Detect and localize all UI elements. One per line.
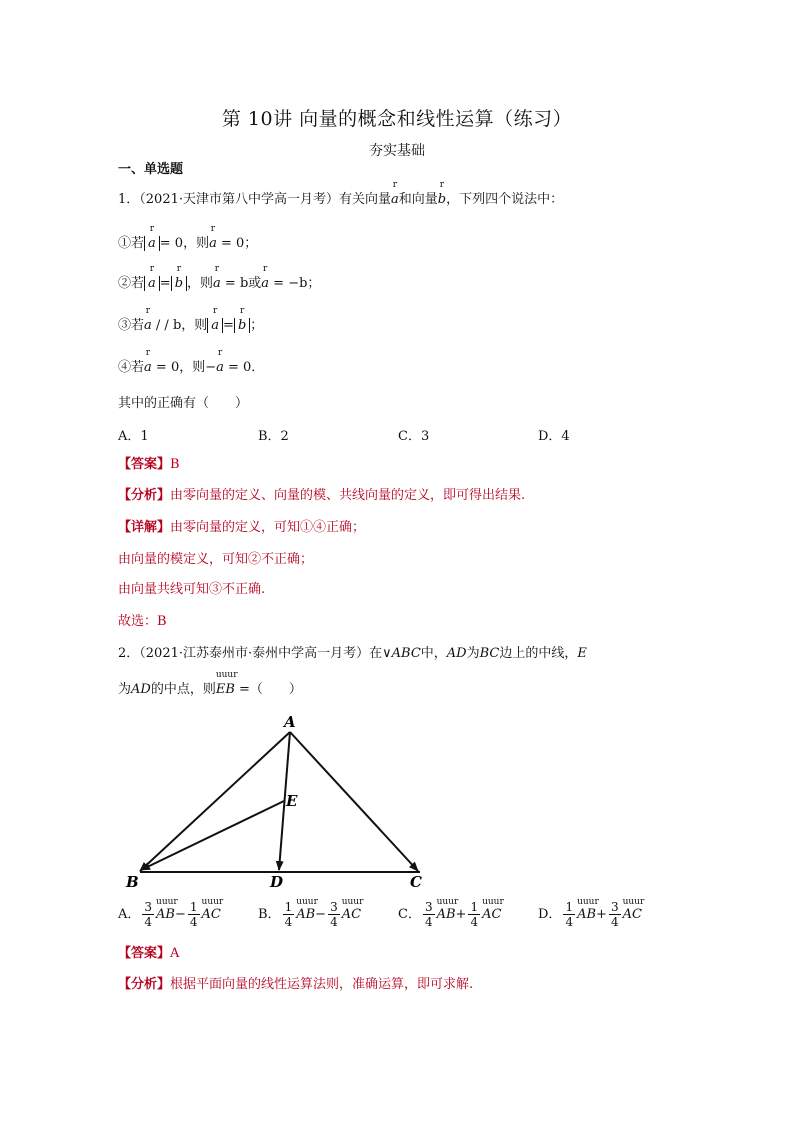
segment-eb [141,801,284,870]
q1-statement-2: ②若 r a = r b ，则 r a = b或 r a = −b； [118,264,321,291]
vector-a: r a [391,180,399,207]
segment-ab [140,732,290,871]
q1-statement-4: ④若 r a = 0，则− r a = 0． [118,348,265,375]
section-heading: 一、单选题 [118,162,184,177]
q1-option-c: C．3 [398,429,430,444]
vector-b: r b [437,180,447,207]
triangle-diagram [0,705,794,925]
q2-answer: 【答案】A [118,946,180,961]
q2-option-c: C． $\frac{3}{4}$ uuur AB+ $\frac{1}{4}$ uuur AC [398,897,504,929]
q1-option-a: A．1 [118,429,149,444]
q1-option-b: B．2 [258,429,289,444]
q2-stem-line-2: 为AD的中点，则 uuur EB =（ ） [118,680,302,700]
q2-stem: 2．（2021·江苏泰州市·泰州中学高一月考）在∨ABC中，AD为BC边上的中线，E [118,646,587,661]
q1-option-d: D．4 [538,429,570,444]
segment-ac [290,732,418,871]
q2-option-b: B． $\frac{1}{4}$ uuur AB− $\frac{3}{4}$ uuur AC [258,897,364,929]
label-e: E [286,792,298,810]
q2-analysis: 【分析】根据平面向量的线性运算法则，准确运算，即可求解. [118,977,474,992]
q1-analysis: 【分析】由零向量的定义、向量的模、共线向量的定义，即可得出结果. [118,488,526,503]
q2-option-a: A． $\frac{3}{4}$ uuur AB− $\frac{1}{4}$ uuur AC [118,897,224,929]
label-d: D [270,873,284,891]
q1-ask: 其中的正确有（ ） [118,396,249,411]
q1-detail: 【详解】由零向量的定义，可知①④正确； [118,520,366,535]
q2-option-d: D． $\frac{1}{4}$ uuur AB+ $\frac{3}{4}$ uuur AC [538,897,645,929]
q1-statement-3: ③若 r a / / b，则 r a = r b ； [118,306,264,333]
q1-stem: 1．（2021·天津市第八中学高一月考）有关向量 r a和向量 r b，下列四个说法中： [118,190,563,210]
vector-eb: uuur EB [215,670,238,697]
q1-choose: 故选：B [118,614,167,629]
q1-statement-1: ①若 r a = 0，则 r a = 0； [118,224,258,251]
page-title: 第 10讲 向量的概念和线性运算（练习） [221,108,573,130]
page-subtitle: 夯实基础 [369,143,425,159]
label-a: A [284,713,296,731]
label-b: B [126,873,139,891]
label-c: C [410,873,422,891]
q1-answer: 【答案】B [118,457,180,472]
q1-detail-2: 由向量的模定义，可知②不正确； [118,552,314,567]
q1-detail-3: 由向量共线可知③不正确. [118,582,266,597]
